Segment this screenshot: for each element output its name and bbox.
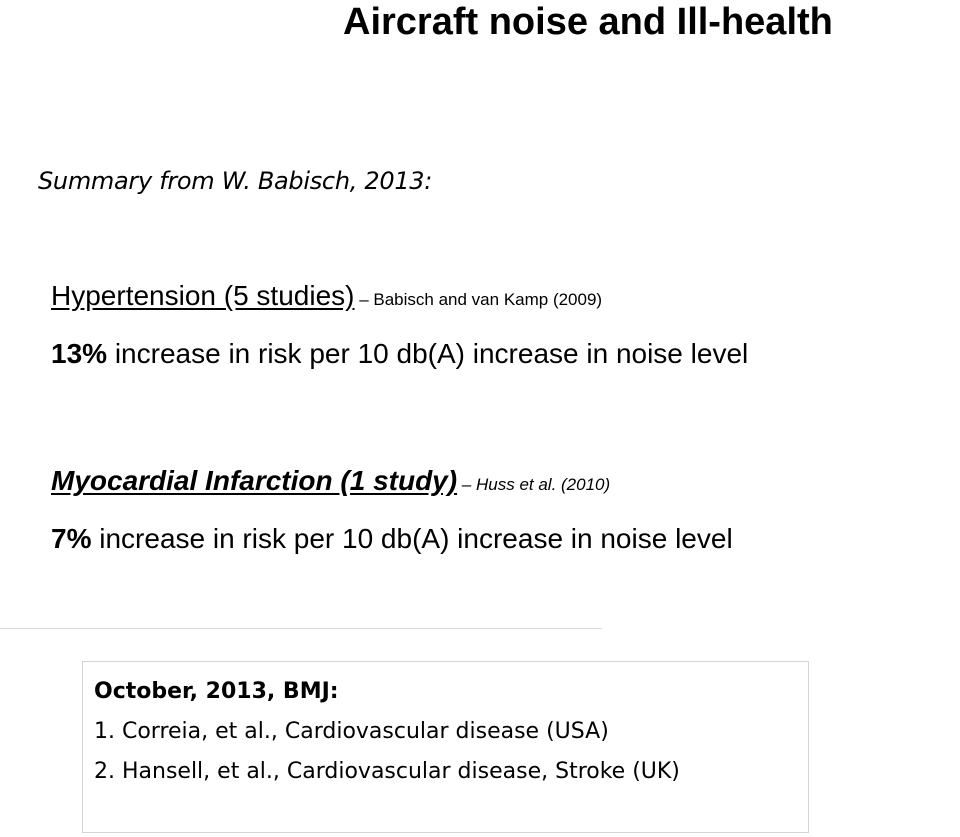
hypertension-percent: 13% (51, 338, 108, 369)
hypertension-dash: – (354, 290, 374, 309)
mi-heading: Myocardial Infarction (1 study) (51, 465, 458, 496)
slide-title: Aircraft noise and Ill-health (343, 1, 833, 43)
bmj-heading: October, 2013, BMJ: (94, 679, 339, 704)
mi-heading-line (51, 465, 610, 497)
mi-statement (51, 522, 733, 556)
hypertension-statement-text: increase in risk per 10 db(A) increase in noise level (107, 338, 749, 369)
hypertension-statement (51, 337, 748, 371)
bmj-reference-box (82, 661, 809, 833)
summary-line: Summary from W. Babisch, 2013: (38, 167, 433, 195)
mi-citation: Huss et al. (2010) (475, 475, 611, 494)
bmj-item-correia: 1. Correia, et al., Cardiovascular disease (USA) (94, 719, 609, 744)
hypertension-heading-line (51, 280, 602, 312)
hypertension-citation: Babisch and van Kamp (2009) (373, 290, 603, 309)
hypertension-heading: Hypertension (5 studies) (51, 280, 355, 311)
mi-percent: 7% (51, 523, 92, 554)
mi-statement-text: increase in risk per 10 db(A) increase in noise level (91, 523, 733, 554)
mi-dash: – (457, 475, 476, 494)
divider-line (0, 628, 602, 629)
bmj-item-hansell: 2. Hansell, et al., Cardiovascular disease, Stroke (UK) (94, 759, 680, 784)
